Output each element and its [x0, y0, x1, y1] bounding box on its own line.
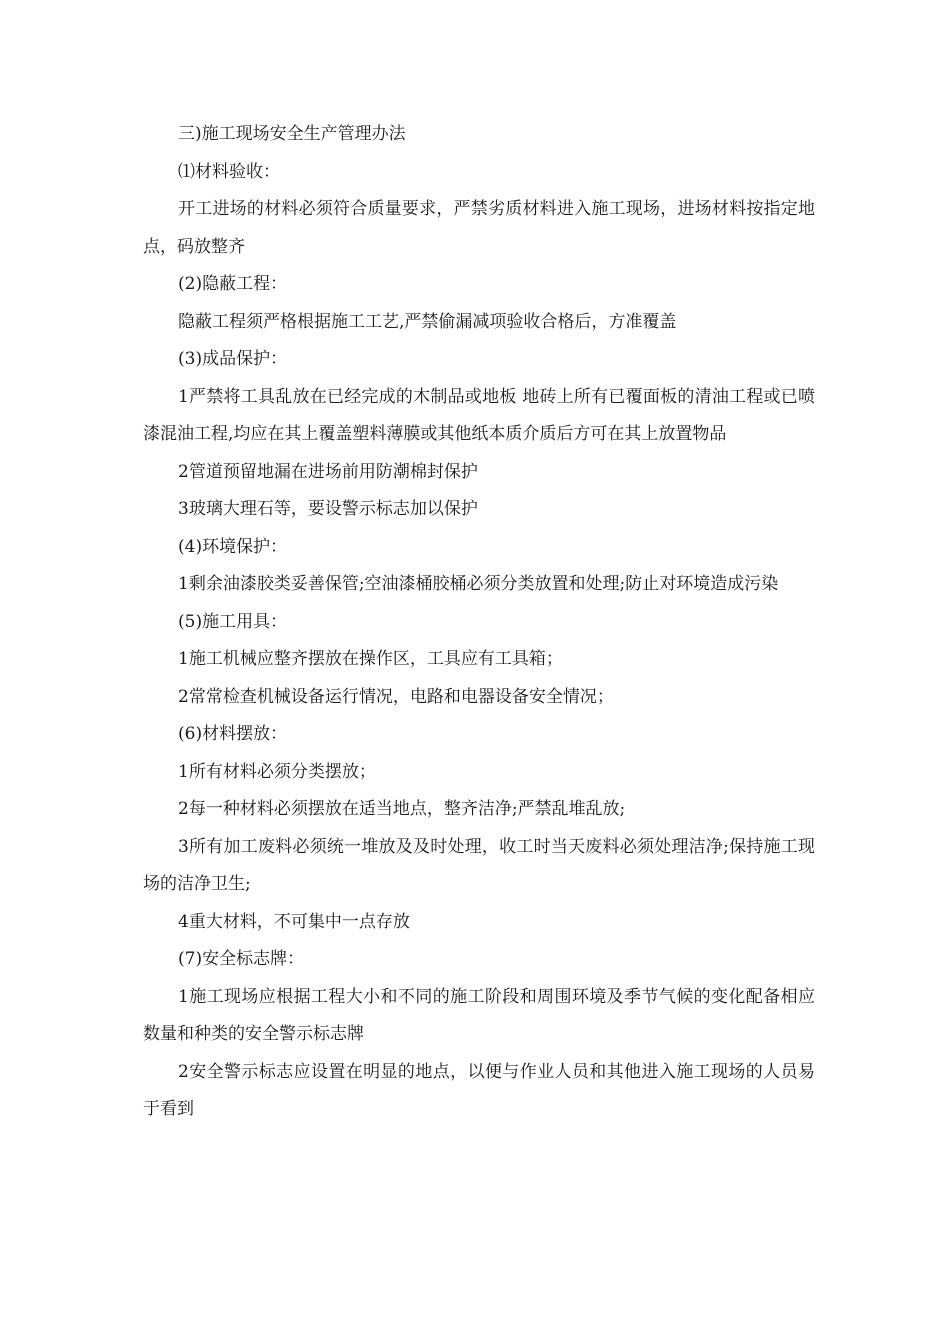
paragraph: 3所有加工废料必须统一堆放及及时处理，收工时当天废料必须处理洁净;保持施工现场的洁净卫生; — [143, 836, 815, 894]
item-heading: (6)材料摆放： — [178, 724, 288, 744]
paragraph: 1施工现场应根据工程大小和不同的施工阶段和周围环境及季节气候的变化配备相应数量和种类的安全警示标志牌 — [143, 986, 815, 1044]
paragraph: 2安全警示标志应设置在明显的地点，以便与作业人员和其他进入施工现场的人员易于看到 — [143, 1061, 815, 1119]
item-heading: ⑴材料验收： — [178, 161, 280, 182]
document-body — [143, 116, 815, 1129]
item-heading: (3)成品保护： — [178, 349, 288, 369]
item-heading: (4)环境保护： — [178, 536, 288, 557]
paragraph: 1剩余油漆胶类妥善保管;空油漆桶胶桶必须分类放置和处理;防止对环境造成污染 — [178, 574, 779, 594]
item-heading: (7)安全标志牌： — [178, 949, 305, 969]
paragraph: 3玻璃大理石等，要设警示标志加以保护 — [178, 499, 478, 519]
paragraph: 1严禁将工具乱放在已经完成的木制品或地板 地砖上所有已覆面板的清油工程或已喷漆混油工程,均应在其上覆盖塑料薄膜或其他纸本质介质后方可在其上放置物品 — [143, 386, 815, 444]
paragraph: 开工进场的材料必须符合质量要求，严禁劣质材料进入施工现场，进场材料按指定地点，码放整齐 — [143, 199, 815, 257]
paragraph: 4重大材料，不可集中一点存放 — [178, 911, 410, 932]
item-heading: (2)隐蔽工程： — [178, 274, 288, 294]
paragraph: 隐蔽工程须严格根据施工工艺,严禁偷漏减项验收合格后，方准覆盖 — [178, 311, 677, 332]
paragraph: 1所有材料必须分类摆放； — [178, 761, 376, 782]
paragraph: 2管道预留地漏在进场前用防潮棉封保护 — [178, 461, 478, 482]
paragraph: 2常常检查机械设备运行情况，电路和电器设备安全情况； — [178, 686, 614, 707]
paragraph: 2每一种材料必须摆放在适当地点，整齐洁净;严禁乱堆乱放; — [178, 799, 626, 819]
section-heading: 三)施工现场安全生产管理办法 — [178, 124, 406, 144]
item-heading: (5)施工用具： — [178, 611, 288, 632]
paragraph: 1施工机械应整齐摆放在操作区，工具应有工具箱； — [178, 649, 563, 669]
